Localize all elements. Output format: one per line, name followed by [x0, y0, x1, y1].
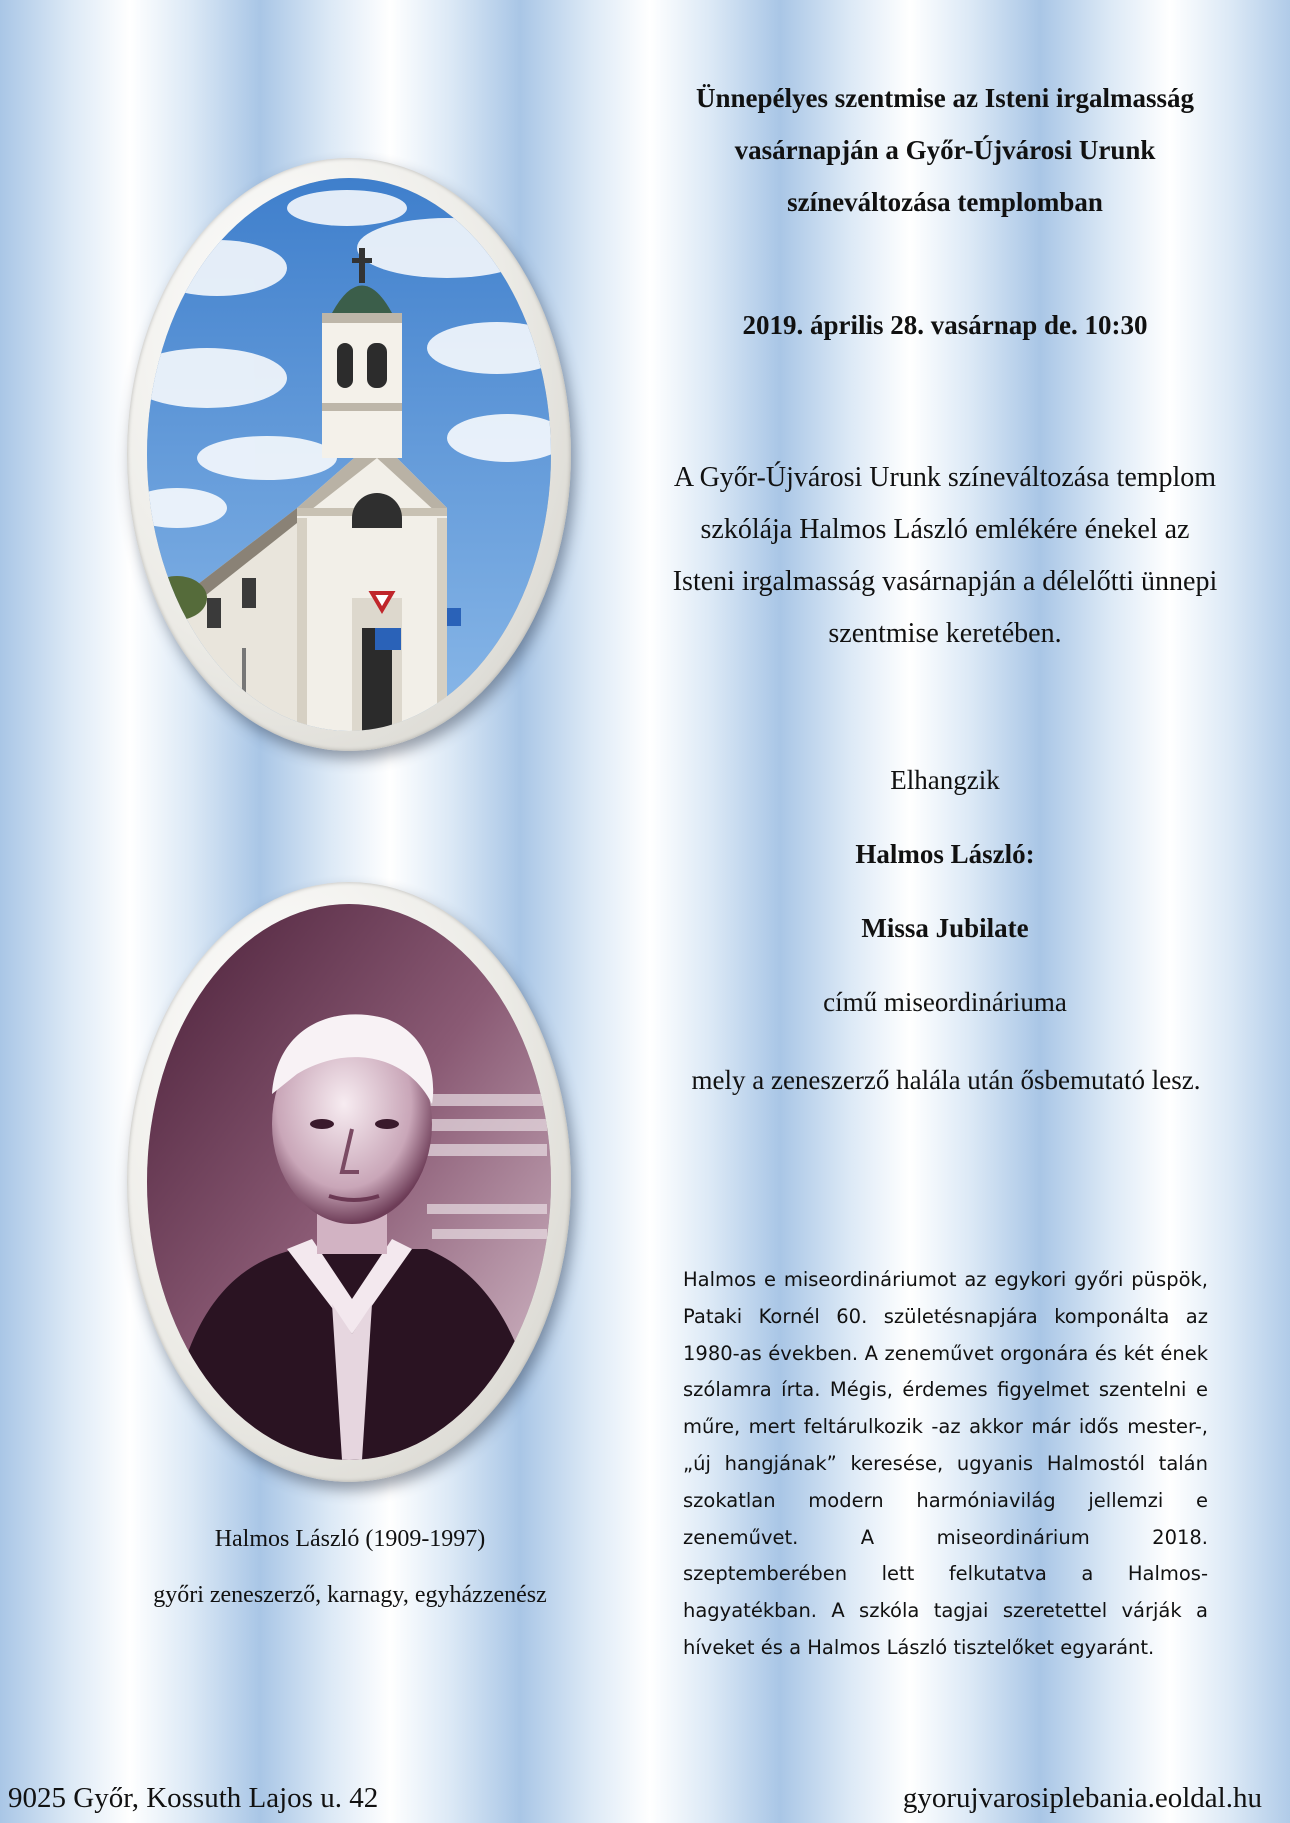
composer-name: Halmos László:: [855, 839, 1035, 869]
description-paragraph: Halmos e miseordináriumot az egykori győri püspök, Pataki Kornél 60. születésnapjára komponálta az 1980-as években. A zeneművet orgonára és két ének szólamra írta. Mégis, érdemes figyelmet szentelni e műre, mert feltárulkozik -az akkor már idős mester-, „új hangjának” keresése, ugyanis Halmostól talán szokatlan modern harmóniavilág jellemzi e zeneművet. A miseordinárium 2018. szeptemberében lett felkutatva a Halmos-hagyatékban. A szkóla tagjai szeretettel várják a híveket és a Halmos László tisztelőket egyaránt.: [683, 1268, 1208, 1659]
portrait-photo: [147, 904, 551, 1460]
work-type: című miseordináriuma: [823, 987, 1067, 1017]
portrait-caption-role: győri zeneszerző, karnagy, egyházzenész: [153, 1582, 547, 1608]
event-date: 2019. április 28. vasárnap de. 10:30: [742, 310, 1148, 340]
intro-paragraph: A Győr-Újvárosi Urunk színeváltozása templom szkólája Halmos László emlékére énekel az Isteni irgalmasság vasárnapján a délelőtti ünnepi szentmise keretében.: [672, 462, 1218, 649]
footer-address: 9025 Győr, Kossuth Lajos u. 42: [8, 1782, 379, 1814]
portrait-photo-frame: [127, 882, 571, 1482]
work-title: Missa Jubilate: [861, 913, 1029, 943]
performed-label: Elhangzik: [890, 765, 1000, 795]
portrait-caption-name: Halmos László (1909-1997): [214, 1526, 486, 1552]
premiere-note: mely a zeneszerző halála után ősbemutató lesz.: [691, 1065, 1201, 1095]
church-photo: [147, 178, 551, 731]
footer-website[interactable]: gyorujvarosiplebania.eoldal.hu: [902, 1782, 1262, 1814]
church-illustration: [147, 178, 551, 731]
church-photo-frame: [127, 158, 571, 751]
portrait-illustration: [147, 904, 551, 1460]
event-title: Ünnepélyes szentmise az Isteni irgalmasság vasárnapján a Győr-Újvárosi Urunk színeváltozása templomban: [696, 83, 1194, 217]
